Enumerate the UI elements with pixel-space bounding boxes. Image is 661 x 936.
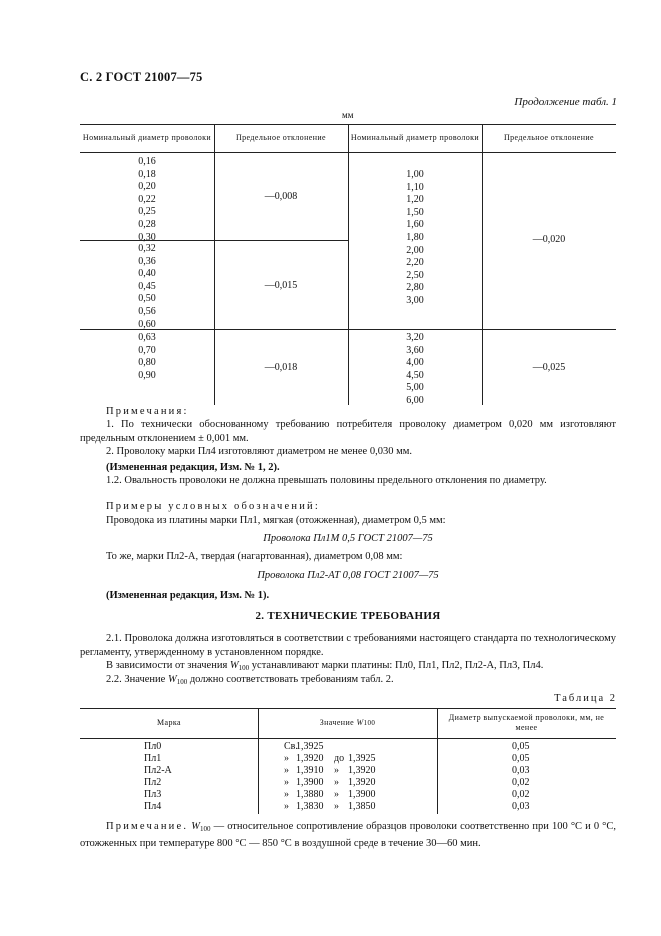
grade-cell: Пл2 — [144, 777, 162, 788]
diameter-value: 2,50 — [406, 269, 424, 281]
header-deviation-left: Предельное отклонение — [235, 133, 327, 142]
diameter-value: 1,80 — [406, 231, 424, 243]
grade-cell: Пл0 — [144, 741, 162, 752]
notes-title: Примечания: — [106, 406, 189, 417]
value-to: 1,3920 — [348, 777, 376, 788]
diameter-value: 5,00 — [406, 382, 424, 394]
value-prefix: » — [284, 777, 289, 788]
value-prefix: » — [284, 765, 289, 776]
diameter-value: 1,50 — [406, 206, 424, 218]
table-row — [80, 789, 616, 801]
diameter-value: 0,28 — [138, 218, 156, 230]
diameter-value: 0,80 — [138, 357, 156, 369]
table-row — [80, 765, 616, 777]
diameter-value: 0,20 — [138, 181, 156, 193]
table-row — [80, 777, 616, 789]
amendment-note-1: (Измененная редакция, Изм. № 1, 2). — [106, 462, 280, 473]
paragraph-2-2: 2.2. Значение $W_{100}$ должно соответствовать требованиям табл. 2. — [106, 674, 394, 686]
deviation-group-5: —0,025 — [532, 362, 566, 373]
value-from: 1,3900 — [296, 777, 324, 788]
header-mark: Марка — [157, 718, 181, 727]
value-from: 1,3925 — [296, 741, 324, 752]
diameter-value: 0,56 — [138, 305, 156, 317]
diameter-value: 0,60 — [138, 318, 156, 330]
platinum-grade-table — [80, 708, 616, 814]
section-2-title: 2. ТЕХНИЧЕСКИЕ ТРЕБОВАНИЯ — [255, 610, 441, 622]
table-2-note: Примечание. $W_{100}$ — относительное сопротивление образцов проволоки соответственно при 100 °С и 0 °С, отожженных при температуре 800 °С — 850 °С в воздушной среде в течение 30—60 мин. — [80, 821, 616, 849]
value-from: 1,3830 — [296, 801, 324, 812]
value-to: 1,3920 — [348, 765, 376, 776]
diameter-value: 4,50 — [406, 369, 424, 381]
note-2: 2. Проволоку марки Пл4 изготовляют диаметром не менее 0,030 мм. — [106, 446, 413, 457]
value-to: 1,3925 — [348, 753, 376, 764]
table-row — [80, 741, 616, 753]
paragraph-2-1: 2.1. Проволока должна изготовляться в соответствии с требованиями настоящего стандарта по технологическому регламенту, утвержденному в установленном порядке. — [80, 633, 616, 658]
example-2-text: То же, марки Пл2-А, твердая (нагартованная), диаметром 0,08 мм: — [106, 551, 403, 562]
value-connector: » — [334, 777, 339, 788]
diameter-value: 0,22 — [138, 193, 156, 205]
grade-cell: Пл4 — [144, 801, 162, 812]
deviation-group-1: —0,008 — [264, 191, 298, 202]
paragraph-2-1-brands: В зависимости от значения $W_{100}$ устанавливают марки платины: Пл0, Пл1, Пл2, Пл2-А, Пл3, Пл4. — [106, 660, 544, 672]
header-diameter: Диаметр выпускаемой проволоки, мм, не менее — [448, 713, 605, 732]
table-continuation-label: Продолжение табл. 1 — [514, 96, 617, 108]
amendment-note-2: (Измененная редакция, Изм. № 1). — [106, 590, 270, 601]
diameter-value: 0,50 — [138, 293, 156, 305]
diameter-value: 0,63 — [138, 332, 156, 343]
value-to: 1,3900 — [348, 789, 376, 800]
diameter-value: 1,60 — [406, 219, 424, 231]
diameter-value: 1,10 — [406, 181, 424, 193]
value-from: 1,3880 — [296, 789, 324, 800]
deviation-group-2: —0,015 — [264, 280, 298, 291]
grade-cell: Пл3 — [144, 789, 162, 800]
diameter-cell: 0,02 — [512, 789, 530, 800]
header-diameter-right: Номинальный диаметр проволоки — [350, 133, 480, 142]
diameter-value: 0,16 — [138, 156, 156, 167]
value-prefix: » — [284, 753, 289, 764]
examples-title: Примеры условных обозначений: — [106, 501, 320, 512]
header-diameter-left: Номинальный диаметр проволоки — [82, 133, 212, 142]
table-row — [80, 801, 616, 813]
value-prefix: » — [284, 801, 289, 812]
diameter-value: 0,18 — [138, 168, 156, 180]
diameter-cell: 0,03 — [512, 801, 530, 812]
value-prefix: » — [284, 789, 289, 800]
value-connector: » — [334, 765, 339, 776]
diameter-list-group-3 — [80, 332, 214, 382]
deviation-group-4: —0,020 — [532, 234, 566, 245]
diameter-list-group-4 — [348, 169, 482, 308]
paragraph-1-2: 1.2. Овальность проволоки не должна превышать половины предельного отклонения по диаметру. — [106, 475, 547, 486]
value-connector: » — [334, 789, 339, 800]
diameter-cell: 0,03 — [512, 765, 530, 776]
value-prefix: Св. — [284, 741, 298, 752]
diameter-value: 2,80 — [406, 282, 424, 294]
value-from: 1,3920 — [296, 753, 324, 764]
value-connector: » — [334, 801, 339, 812]
diameter-value: 0,45 — [138, 280, 156, 292]
diameter-value: 0,90 — [138, 369, 156, 381]
diameter-value: 6,00 — [406, 394, 424, 406]
example-2-code: Проволока Пл2-АТ 0,08 ГОСТ 21007—75 — [257, 570, 439, 581]
diameter-value: 3,00 — [406, 294, 424, 306]
diameter-value: 2,00 — [406, 244, 424, 256]
header-value: Значение W 100 — [319, 718, 376, 727]
diameter-value: 1,00 — [406, 169, 424, 180]
deviation-group-3: —0,018 — [264, 362, 298, 373]
note-1: 1. По технически обоснованному требованию потребителя проволоку диаметром 0,020 мм изготовляют предельным отклонением ± 0,001 мм. — [80, 419, 616, 444]
diameter-value: 0,30 — [138, 231, 156, 243]
diameter-list-group-2 — [80, 243, 214, 331]
diameter-value: 3,20 — [406, 332, 424, 343]
diameter-value: 0,25 — [138, 206, 156, 218]
diameter-value: 0,32 — [138, 243, 156, 254]
diameter-value: 0,36 — [138, 255, 156, 267]
diameter-value: 0,40 — [138, 268, 156, 280]
grade-cell: Пл1 — [144, 753, 162, 764]
diameter-deviation-table — [80, 124, 616, 405]
diameter-value: 2,20 — [406, 257, 424, 269]
value-to: 1,3850 — [348, 801, 376, 812]
diameter-cell: 0,02 — [512, 777, 530, 788]
w100-symbol: W — [229, 660, 239, 671]
value-from: 1,3910 — [296, 765, 324, 776]
diameter-value: 0,70 — [138, 344, 156, 356]
diameter-list-group-1 — [80, 156, 214, 244]
diameter-list-group-5 — [348, 332, 482, 408]
header-deviation-right: Предельное отклонение — [503, 133, 595, 142]
diameter-cell: 0,05 — [512, 741, 530, 752]
value-connector: до — [334, 753, 345, 764]
diameter-value: 4,00 — [406, 357, 424, 369]
grade-cell: Пл2-А — [144, 765, 172, 776]
diameter-value: 1,20 — [406, 194, 424, 206]
page-header: С. 2 ГОСТ 21007—75 — [80, 70, 203, 84]
table-row — [80, 753, 616, 765]
example-1-text: Проводока из платины марки Пл1, мягкая (отожженная), диаметром 0,5 мм: — [106, 515, 446, 526]
table-2-label: Таблица 2 — [554, 693, 617, 704]
example-1-code: Проволока Пл1М 0,5 ГОСТ 21007—75 — [263, 533, 433, 544]
diameter-value: 3,60 — [406, 344, 424, 356]
unit-label: мм — [342, 110, 354, 120]
diameter-cell: 0,05 — [512, 753, 530, 764]
